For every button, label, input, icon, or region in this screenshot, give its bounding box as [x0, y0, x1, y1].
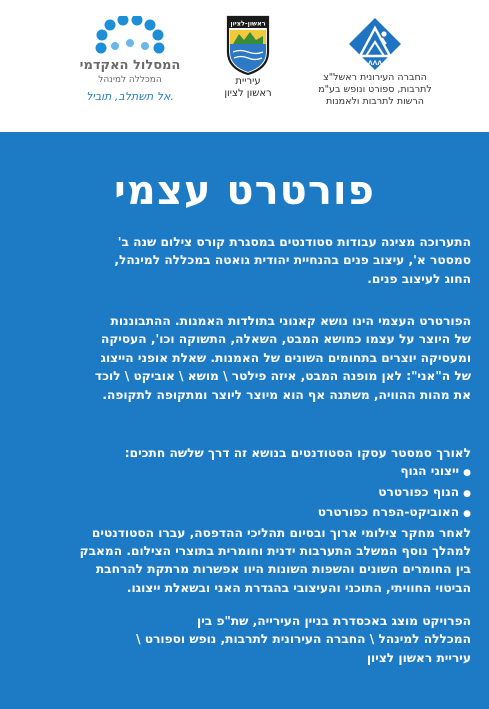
text-line: לאחר מחקר צילומי ארוך ובסיום תהליכי ההדפסה, עברו הסטודנטים: [91, 525, 471, 540]
text-line: של ה"אני": לאן מופנה המבט, איזה פילטר \ מושא \ אוביקט \ לוכד: [94, 369, 471, 384]
text-line: בין החומרים השונים והשפות השונות היוו אפשרות מרתקת להרחבת: [95, 562, 471, 577]
text-line: התערוכה מציגה עבודות סטודנטים במסגרת קורס צילום שנה ב': [117, 235, 471, 249]
emblem-text: ראשון-לציון: [230, 19, 266, 28]
college-name: המסלול האקדמי: [79, 58, 181, 73]
text-line: סמסטר א', עיצוב פנים בהנחיית יהודית גואטה במכללה למינהל,: [114, 253, 471, 268]
bullet-item: ● הנוף כפורטרט: [18, 483, 471, 503]
bullet-item: ● האוביקט-הפרח כפורטרט: [18, 503, 471, 523]
paragraph-intro: [18, 233, 471, 288]
culture-company-logo: [300, 16, 450, 108]
municipality-caption-1: עיריית: [235, 76, 261, 87]
college-logo: [60, 16, 200, 104]
svg-text:ΛΛΛ: ΛΛΛ: [368, 60, 382, 67]
municipality-logo: [218, 14, 278, 100]
college-slogan: אל תשתלב, תוביל.: [86, 90, 174, 103]
text-line: את מהות ההוויה, משתנה אף הוא מיוצר ליוצר ומתקופה לתקופה.: [102, 387, 471, 402]
text-line: ומעסיקה יוצרים בתחומים השונים של האמנות. שאלת אופני הייצוג: [100, 350, 471, 365]
text-line: המכללה למינהל \ החברה העירונית לתרבות, נופש וספורט \: [136, 632, 471, 647]
page-title: פורטרט עצמי: [114, 168, 375, 214]
text-line: הפורטרט העצמי הינו נושא קאנוני בתולדות האמנות. ההתבוננות: [110, 314, 471, 328]
bullet-item: ● ייצוגי הגוף: [18, 462, 471, 482]
content-panel: [0, 132, 489, 709]
text-line: עיריית ראשון לציון: [366, 650, 471, 665]
culture-company-icon: [346, 16, 404, 72]
culture-company-caption-2: לתרבות, ספורט ונופש בע"מ: [318, 84, 432, 95]
municipality-caption-2: ראשון לציון: [224, 88, 272, 99]
text-line: למהלך נוסף המשלב התערבות ידנית וחומרית בתוצרי הצילום. המאבק: [79, 544, 471, 559]
text-line: החוג לעיצוב פנים.: [367, 271, 471, 286]
culture-company-caption-1: החברה העירונית ראשל"צ: [323, 72, 427, 83]
municipality-emblem-icon: [225, 14, 271, 76]
paragraph-sections: [18, 444, 471, 597]
header: [0, 0, 489, 132]
text-line: הביטוי החוויתי, התוכני והעיצובי בהגדרת האני ובשאלת ייצוגו.: [126, 580, 471, 595]
text-line: לאורך סמסטר עסקו הסטודנטים בנושא זה דרך שלשה חתכים:: [124, 446, 471, 460]
college-subtitle: המכללה למינהל: [98, 75, 162, 85]
culture-company-caption-3: הרשות לתרבות ולאמנות: [326, 96, 424, 107]
paragraph-portrait: [18, 312, 471, 404]
text-line: של היוצר על עצמו כמושא המבט, השאלה, התשוקה וכו', העסיקה: [100, 332, 471, 347]
college-dots-icon: [93, 16, 167, 56]
text-line: הפרויקט מוצג באכסדרת בניין העירייה, שת"פ בין: [197, 614, 471, 628]
paragraph-credits: [18, 612, 471, 667]
